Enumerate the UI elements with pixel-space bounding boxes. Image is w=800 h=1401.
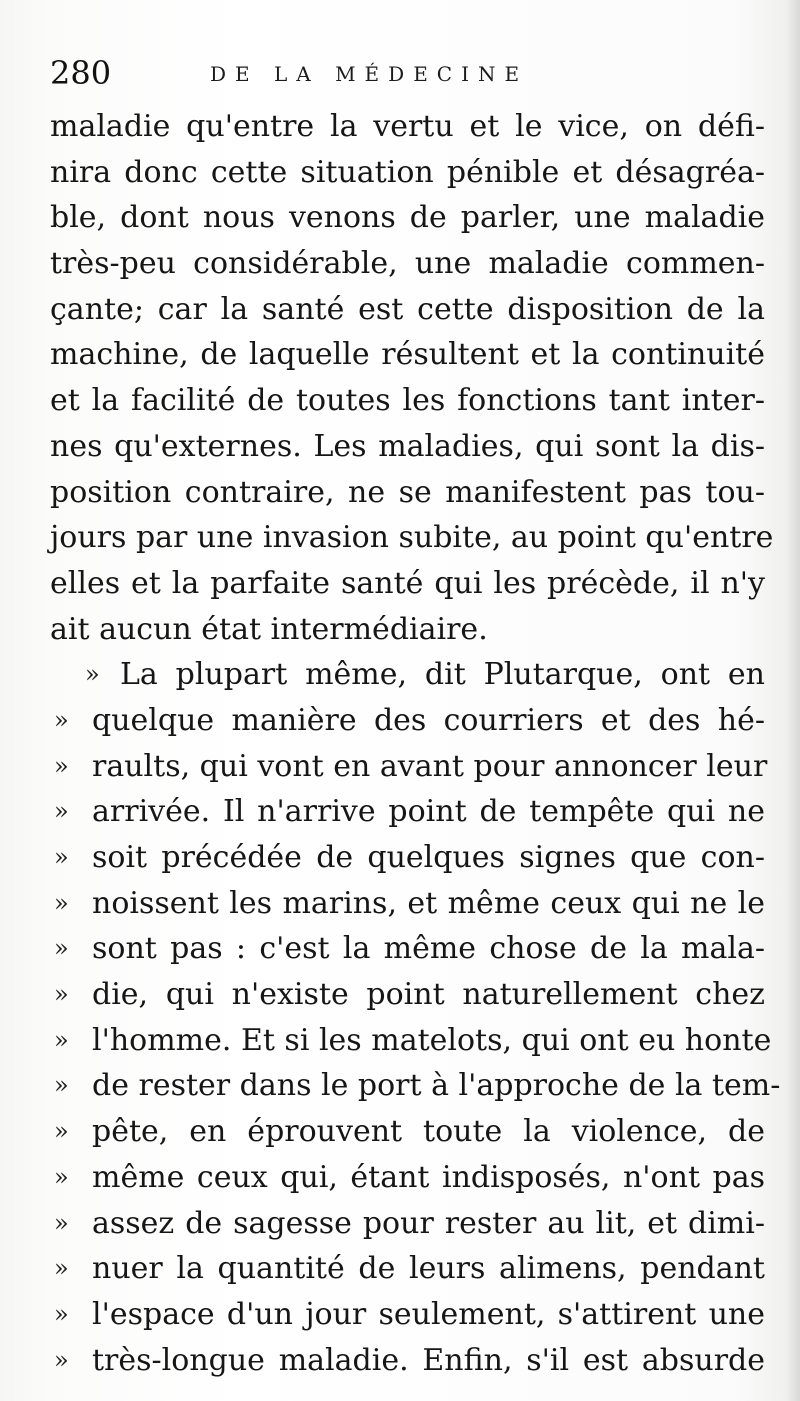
quote-mark: »	[54, 1299, 69, 1328]
running-title: DE LA MÉDECINE	[210, 62, 529, 86]
quote-mark: »	[85, 660, 100, 689]
quote-mark: »	[54, 1117, 69, 1146]
quote-line	[50, 881, 765, 927]
page-number: 280	[50, 54, 112, 92]
quote-text: de rester dans le port à l'approche de la tem-	[92, 1068, 781, 1104]
quote-line	[50, 835, 765, 881]
text-line: et la facilité de toutes les fonctions tant inter-	[50, 383, 765, 419]
quote-line	[50, 744, 768, 790]
quote-text: pête, en éprouvent toute la violence, de	[92, 1114, 765, 1150]
quote-line	[50, 1018, 772, 1064]
quote-text: raults, qui vont en avant pour annoncer leur	[92, 748, 768, 784]
text-line: çante; car la santé est cette disposition de la	[50, 291, 765, 327]
quote-mark: »	[54, 1208, 69, 1237]
text-line: maladie qu'entre la vertu et le vice, on défi-	[50, 109, 765, 144]
text-line: jours par une invasion subite, au point qu'entre	[50, 520, 774, 556]
quote-text: La plupart même, dit Plutarque, ont en	[120, 657, 765, 693]
text-line: position contraire, ne se manifestent pas tou-	[50, 474, 765, 510]
quote-mark: »	[54, 843, 69, 871]
quote-mark: »	[54, 797, 69, 826]
quote-mark: »	[54, 1071, 69, 1100]
quote-text: soit précédée de quelques signes que con-	[92, 840, 765, 875]
quote-line	[50, 972, 765, 1018]
text-line: ble, dont nous venons de parler, une maladie	[50, 200, 765, 236]
quote-line	[50, 1109, 765, 1155]
quote-line	[50, 1338, 765, 1384]
quote-text: l'homme. Et si les matelots, qui ont eu honte	[92, 1022, 772, 1058]
quote-text: assez de sagesse pour rester au lit, et dimi-	[92, 1205, 765, 1241]
quote-mark: »	[54, 705, 69, 734]
quote-mark: »	[54, 1345, 69, 1374]
quote-text: die, qui n'existe point naturellement chez	[92, 977, 765, 1013]
quote-mark: »	[54, 980, 69, 1009]
text-line: nira donc cette situation pénible et désagréa-	[50, 154, 765, 190]
quote-line	[50, 926, 765, 972]
quote-line	[50, 652, 765, 698]
text-line: elles et la parfaite santé qui les précède, il n'y	[50, 565, 765, 601]
quote-line	[50, 698, 765, 744]
quote-line	[50, 1246, 765, 1292]
text-line: nes qu'externes. Les maladies, qui sont la dis-	[50, 428, 765, 464]
body-text	[50, 104, 781, 1383]
quote-line	[50, 1292, 765, 1338]
quote-text: arrivée. Il n'arrive point de tempête qui ne	[92, 794, 765, 830]
page-header	[50, 46, 750, 102]
quote-line	[50, 1155, 765, 1201]
quote-mark: »	[54, 1254, 69, 1283]
quote-mark: »	[54, 888, 69, 917]
text-line: ait aucun état intermédiaire.	[50, 611, 488, 647]
quote-mark: »	[54, 934, 69, 963]
quote-line	[50, 1201, 765, 1247]
quote-mark: »	[54, 751, 69, 780]
quote-line	[50, 789, 765, 835]
quote-text: même ceux qui, étant indisposés, n'ont pas	[92, 1159, 765, 1195]
quote-line	[50, 1063, 781, 1109]
quote-text: nuer la quantité de leurs alimens, pendant	[92, 1251, 765, 1287]
quote-text: quelque manière des courriers et des hé-	[92, 702, 765, 738]
quote-text: l'espace d'un jour seulement, s'attirent une	[92, 1296, 765, 1332]
text-line: très-peu considérable, une maladie commen-	[50, 246, 765, 282]
quote-text: noissent les marins, et même ceux qui ne le	[92, 885, 765, 921]
quote-text: sont pas : c'est la même chose de la mala-	[92, 931, 765, 967]
quote-text: très-longue maladie. Enfin, s'il est absurde	[92, 1342, 765, 1378]
quote-mark: »	[54, 1025, 69, 1054]
page-edge-shadow	[786, 0, 800, 1401]
text-line: machine, de laquelle résultent et la continuité	[50, 337, 765, 373]
quote-mark: »	[54, 1162, 69, 1191]
